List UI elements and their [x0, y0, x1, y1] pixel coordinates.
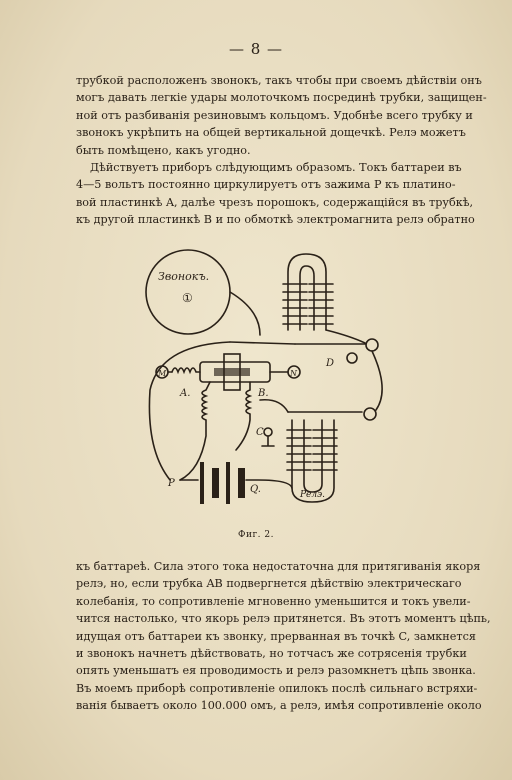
label-n: N	[290, 369, 297, 378]
label-m: M	[158, 369, 167, 378]
text-line: идущая отъ баттареи къ звонку, прерванная въ точкѣ C, замкнется	[76, 629, 476, 643]
wire	[230, 292, 260, 335]
bell-label: Звонокъ.	[158, 270, 210, 283]
battery	[180, 462, 292, 504]
text-line: 4—5 вольтъ постоянно циркулируетъ отъ зажима P къ платино-	[76, 178, 456, 192]
wire	[372, 351, 382, 410]
wire	[230, 342, 295, 344]
text-line: опять уменьшатъ ея проводимость и релэ разомкнетъ цѣпь звонка.	[76, 664, 476, 678]
text-line: къ другой пластинкѣ B и по обмоткѣ электромагнита релэ обратно	[76, 213, 475, 227]
coil-b	[236, 382, 250, 450]
paragraph-top	[76, 72, 487, 229]
paragraph-bottom	[76, 558, 491, 715]
text-line: къ баттареѣ. Сила этого тока недостаточна для притягиванія якоря	[76, 560, 481, 573]
text-line: релэ, но, если трубка AB подвергнется дѣйствію электрическаго	[76, 577, 462, 591]
contact-c-stand	[262, 436, 274, 446]
text-line: ванія бываетъ около 100.000 омъ, а релэ, имѣя сопротивленіе около	[76, 699, 482, 713]
text-line: ной отъ разбиванія резиновымъ кольцомъ. Удобнѣе всего трубку и	[76, 108, 473, 122]
terminal	[364, 408, 376, 420]
text-line: трубкой расположенъ звонокъ, такъ чтобы при своемъ дѣйствіи онъ	[76, 74, 482, 87]
bell-mark: ①	[182, 291, 193, 305]
coil-left	[172, 368, 200, 372]
text-line: колебанія, то сопротивленіе мгновенно уменьшится и токъ увели-	[76, 594, 471, 608]
label-q: Q.	[250, 484, 261, 495]
text-line: быть помѣщено, какъ угодно.	[76, 143, 251, 157]
circuit-diagram-figure	[140, 240, 400, 520]
contact-c	[264, 428, 272, 436]
text-line: Въ моемъ приборѣ сопротивленіе опилокъ послѣ сильнаго встряхи-	[76, 681, 478, 695]
text-line: звонокъ укрѣпить на общей вертикальной дощечкѣ. Релэ можетъ	[76, 126, 466, 140]
wire	[260, 400, 288, 412]
text-line: вой пластинкѣ A, далѣе чрезъ порошокъ, содержащійся въ трубкѣ,	[76, 195, 474, 209]
relay-label: Релэ.	[300, 490, 326, 500]
text-line: чится настолько, что якорь релэ притянется. Въ этотъ моментъ цѣпь,	[76, 612, 491, 626]
label-d: D	[326, 358, 335, 369]
text-line: Дѣйствуетъ приборъ слѣдующимъ образомъ. Токъ баттареи въ	[90, 161, 462, 175]
page-number: — 8 —	[228, 40, 284, 58]
upper-electromagnet	[283, 254, 333, 330]
text-line: и звонокъ начнетъ дѣйствовать, но тотчасъ же сотрясенія трубки	[76, 647, 467, 661]
coherer-tube	[200, 354, 288, 390]
circuit-diagram	[140, 240, 400, 520]
label-a: A.	[180, 388, 191, 399]
label-b: B.	[258, 388, 269, 399]
figure-caption: Фиг. 2.	[238, 530, 274, 540]
terminal-d	[347, 353, 357, 363]
label-c: C	[256, 427, 264, 438]
label-p: P	[168, 478, 175, 489]
terminal	[366, 339, 378, 351]
wire	[326, 330, 365, 343]
text-line: могъ давать легкіе удары молоточкомъ посрединѣ трубки, защищен-	[76, 91, 487, 105]
